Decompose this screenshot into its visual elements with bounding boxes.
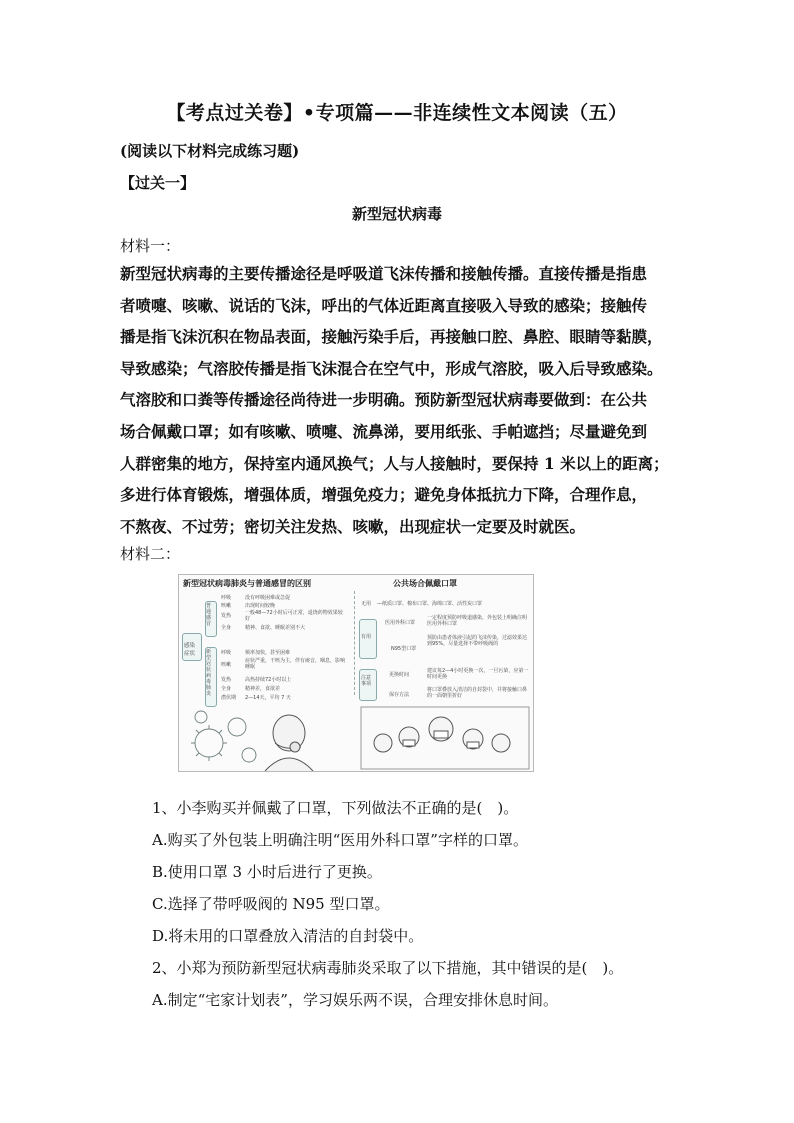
section-label: 【过关一】	[120, 174, 196, 192]
covid-row-desc: 症状严重，干咳为主，伴有痰音，咽息，影响睡眠	[245, 658, 346, 670]
covid-row-key: 全身	[221, 686, 232, 692]
mask-row-key: 更换时间	[389, 672, 410, 678]
covid-label: 新型冠状病毒肺炎	[206, 649, 212, 697]
question-1-option-c: C.选择了带呼吸阀的 N95 型口罩。	[152, 895, 390, 913]
paragraph-line: 新型冠状病毒的主要传播途径是呼吸道飞沫传播和接触传播。直接传播是指患	[120, 264, 648, 283]
page-title: 【考点过关卷】•专项篇——非连续性文本阅读（五）	[166, 102, 628, 124]
question-1-option-a: A.购买了外包装上明确注明“医用外科口罩”字样的口罩。	[152, 831, 528, 849]
paragraph-line: 不熬夜、不过劳；密切关注发热、咳嗽，出现症状一定要及时就医。	[120, 516, 586, 536]
paragraph-line: 播是指飞沫沉积在物品表面，接触污染手后，再接触口腔、鼻腔、眼睛等黏膜，	[120, 327, 663, 347]
paragraph-line: 导致感染；气溶胶传播是指飞沫混合在空气中，形成气溶胶，吸入后导致感染。	[120, 358, 663, 378]
paragraph-line: 气溶胶和口粪等传播途径尚待进一步明确。预防新型冠状病毒要做到：在公共	[120, 390, 648, 410]
mask-row-desc: 一定程度预防呼吸道感染，外包装上明确注明医用外科口罩	[427, 615, 528, 627]
cold-label: 普通感冒	[206, 603, 212, 627]
covid-row-desc: 频率加快，甚至困难	[245, 650, 291, 656]
mask-row-desc: 建议每2—4小时更换一次，一旦污染，应第一时间更换	[427, 668, 529, 680]
passage-title: 新型冠状病毒	[351, 205, 442, 223]
infographic-left-title: 新型冠状病毒肺炎与普通感冒的区别	[183, 579, 311, 588]
useful-group-label: 有用	[361, 634, 372, 640]
mask-row-key: N95型口罩	[391, 646, 417, 652]
figure-divider	[354, 591, 355, 695]
mask-row-key: 无用	[361, 601, 372, 607]
material1-paragraph	[120, 258, 685, 542]
cold-row-key: 发热	[221, 613, 232, 619]
covid-row-key: 呼吸	[221, 650, 232, 656]
material1-label: 材料一：	[120, 237, 181, 255]
cold-row-desc: 出现时间较晚	[245, 603, 276, 609]
cold-row-key: 呼吸	[221, 595, 232, 601]
covid-row-desc: 精神差，食欲差	[245, 686, 281, 692]
mask-row-desc: 将口罩叠放入清洁的自封袋中，并将接触口鼻的一面朝里折好	[427, 687, 528, 699]
paragraph-line: 多进行体育锻炼，增强体质，增强免疫力；避免身体抵抗力下降，合理作息，	[120, 485, 648, 505]
question-2-option-a: A.制定“宅家计划表”，学习娱乐两不误，合理安排休息时间。	[152, 991, 558, 1009]
covid-row-desc: 2—14天，平均 7 天	[245, 695, 291, 701]
symptom-group-label: 感染症状	[184, 643, 196, 657]
question-1-option-d: D.将未用的口罩叠放入清洁的自封袋中。	[152, 927, 424, 945]
covid-row-key: 咳嗽	[221, 662, 232, 668]
covid-row-key: 潜伏期	[221, 695, 237, 701]
question-1: 1、小李购买并佩戴了口罩，下列做法不正确的是( )。	[152, 799, 519, 817]
covid-row-key: 发热	[221, 677, 232, 683]
cold-row-desc: 一般48—72小时后可正常，退烧药物效果较好	[245, 610, 343, 622]
crowd-masks-illustration	[361, 707, 529, 769]
infographic-figure	[178, 574, 534, 772]
infographic-right-title: 公共场合佩戴口罩	[393, 579, 457, 588]
cold-row-desc: 精神、食欲、睡眠差别不大	[245, 625, 306, 631]
paragraph-line: 者喷嚏、咳嗽、说话的飞沫，呼出的气体近距离直接吸入导致的感染；接触传	[120, 295, 648, 315]
mask-row-desc: —纸质口罩、棉布口罩、海绵口罩、活性炭口罩	[377, 601, 483, 607]
paragraph-line: 人群密集的地方，保持室内通风换气；人与人接触时，要保持 1 米以上的距离；	[120, 453, 669, 473]
notes-group-label: 注意事项	[361, 675, 372, 687]
mask-row-key: 医用外科口罩	[385, 620, 416, 626]
instruction-text: (阅读以下材料完成练习题)	[120, 142, 300, 160]
question-1-option-b: B.使用口罩 3 小时后进行了更换。	[152, 863, 382, 881]
covid-row-desc: 高热持续72小时以上	[245, 677, 292, 683]
mask-row-key: 保存方法	[389, 692, 410, 698]
cold-row-desc: 没有呼吸困难或急促	[245, 595, 291, 601]
material2-label: 材料二：	[120, 545, 181, 563]
infographic-illustration	[179, 703, 533, 771]
cold-row-key: 全身	[221, 625, 232, 631]
paragraph-line: 场合佩戴口罩；如有咳嗽、喷嚏、流鼻涕，要用纸张、手帕遮挡；尽量避免到	[120, 421, 648, 441]
question-2: 2、小郑为预防新型冠状病毒肺炎采取了以下措施，其中错误的是( )。	[152, 959, 624, 977]
virus-illustration	[191, 711, 256, 762]
mask-row-desc: 预防由患者体液引起的飞沫传染，过滤效果达到95%，尽量选择不带呼吸阀的	[427, 635, 528, 647]
coughing-person-illustration	[265, 715, 313, 771]
cold-row-key: 咳嗽	[221, 603, 232, 609]
